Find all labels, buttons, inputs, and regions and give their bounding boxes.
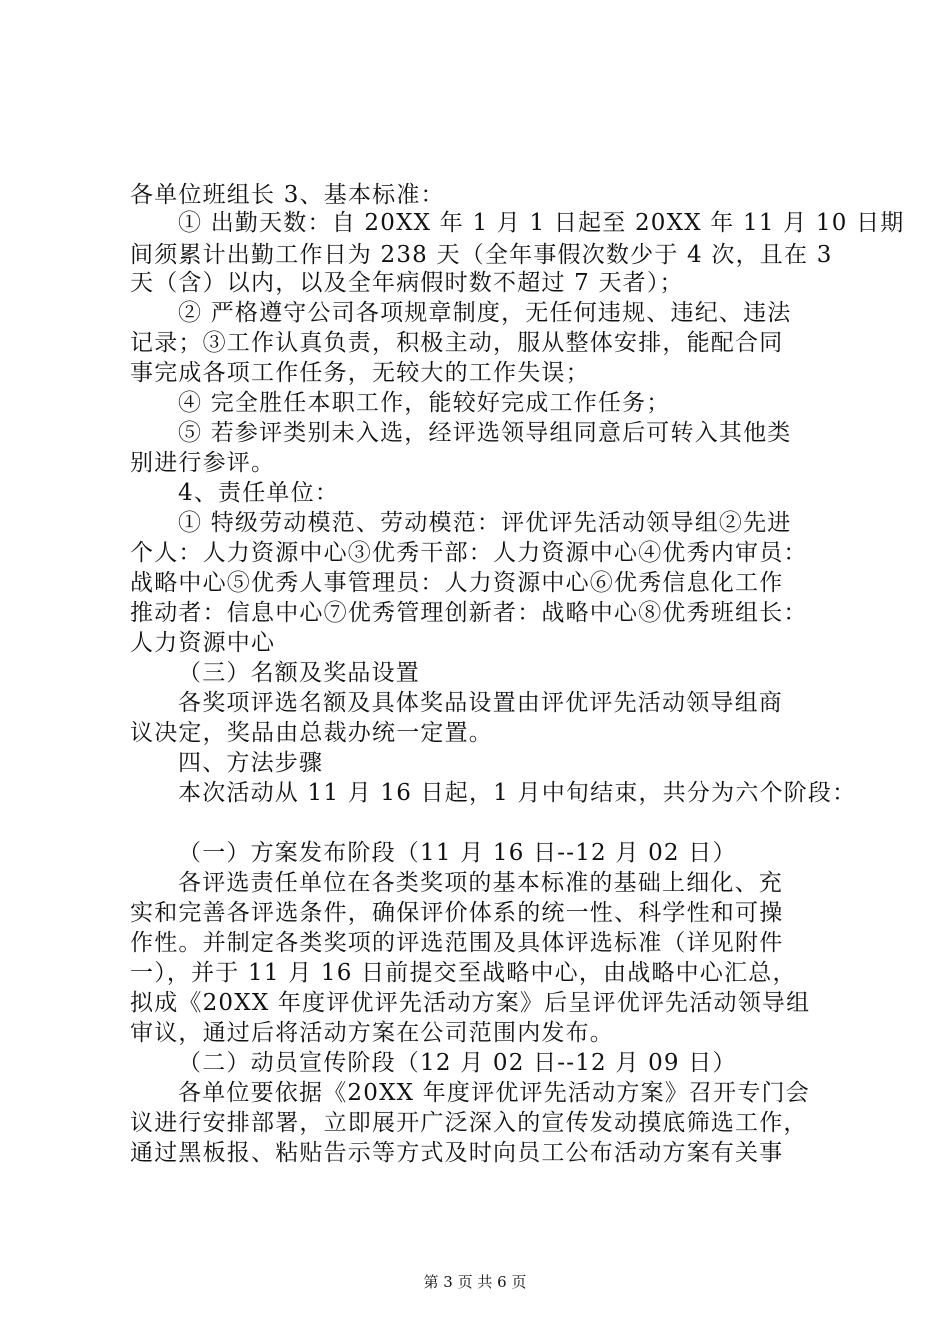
text-line: ① 出勤天数：自 20XX 年 1 月 1 日起至 20XX 年 11 月 10 日期 bbox=[178, 210, 905, 236]
text-line: 议进行安排部署，立即展开广泛深入的宣传发动摸底筛选工作， bbox=[130, 1110, 808, 1136]
text-line: ⑤ 若参评类别未入选，经评选领导组同意后可转入其他类 bbox=[178, 420, 792, 446]
text-line: 间须累计出勤工作日为 238 天（全年事假次数少于 4 次，且在 3 bbox=[130, 242, 833, 268]
text-line: ④ 完全胜任本职工作，能较好完成工作任务； bbox=[178, 390, 671, 416]
text-line: 一），并于 11 月 16 日前提交至战略中心，由战略中心汇总， bbox=[130, 960, 797, 986]
text-line: ① 特级劳动模范、劳动模范：评优评先活动领导组②先进 bbox=[178, 510, 792, 536]
text-line: 各评选责任单位在各类奖项的基本标准的基础上细化、充 bbox=[178, 870, 783, 896]
text-line: 议决定，奖品由总裁办统一定置。 bbox=[130, 720, 493, 746]
text-line: 天（含）以内，以及全年病假时数不超过 7 天者）； bbox=[130, 270, 684, 296]
text-line: 作性。并制定各类奖项的评选范围及具体评选标准（详见附件 bbox=[130, 930, 784, 956]
section-heading: （二）动员宣传阶段（12 月 02 日--12 月 09 日） bbox=[178, 1050, 737, 1076]
text-line: 实和完善各评选条件，确保评价体系的统一性、科学性和可操 bbox=[130, 900, 784, 926]
text-line: 各奖项评选名额及具体奖品设置由评优评先活动领导组商 bbox=[178, 690, 783, 716]
section-heading: 4、责任单位： bbox=[178, 480, 340, 506]
page-number-footer: 第 3 页 共 6 页 bbox=[423, 1273, 527, 1291]
text-line: 战略中心⑤优秀人事管理员：人力资源中心⑥优秀信息化工作 bbox=[130, 570, 784, 596]
text-line: 通过黑板报、粘贴告示等方式及时向员工公布活动方案有关事 bbox=[130, 1140, 784, 1166]
text-line: 各单位班组长 3、基本标准： bbox=[130, 182, 445, 208]
text-line: 记录；③工作认真负责，积极主动，服从整体安排，能配合同 bbox=[130, 330, 784, 356]
text-line: 人力资源中心 bbox=[130, 630, 276, 656]
section-heading: 四、方法步骤 bbox=[178, 750, 324, 776]
text-line: 各单位要依据《20XX 年度评优评先活动方案》召开专门会 bbox=[178, 1080, 810, 1106]
section-heading: （一）方案发布阶段（11 月 16 日--12 月 02 日） bbox=[178, 840, 737, 866]
text-line: ② 严格遵守公司各项规章制度，无任何违规、违纪、违法 bbox=[178, 300, 792, 326]
text-line: 审议，通过后将活动方案在公司范围内发布。 bbox=[130, 1020, 614, 1046]
text-line: 事完成各项工作任务，无较大的工作失误； bbox=[130, 360, 590, 386]
text-line: 个人：人力资源中心③优秀干部：人力资源中心④优秀内审员： bbox=[130, 540, 808, 566]
section-heading: （三）名额及奖品设置 bbox=[178, 660, 420, 686]
text-line: 本次活动从 11 月 16 日起，1 月中旬结束，共分为六个阶段： bbox=[178, 780, 857, 806]
text-line: 别进行参评。 bbox=[130, 450, 276, 476]
text-line: 推动者：信息中心⑦优秀管理创新者：战略中心⑧优秀班组长： bbox=[130, 600, 808, 626]
text-line: 拟成《20XX 年度评优评先活动方案》后呈评优评先活动领导组 bbox=[130, 990, 811, 1016]
